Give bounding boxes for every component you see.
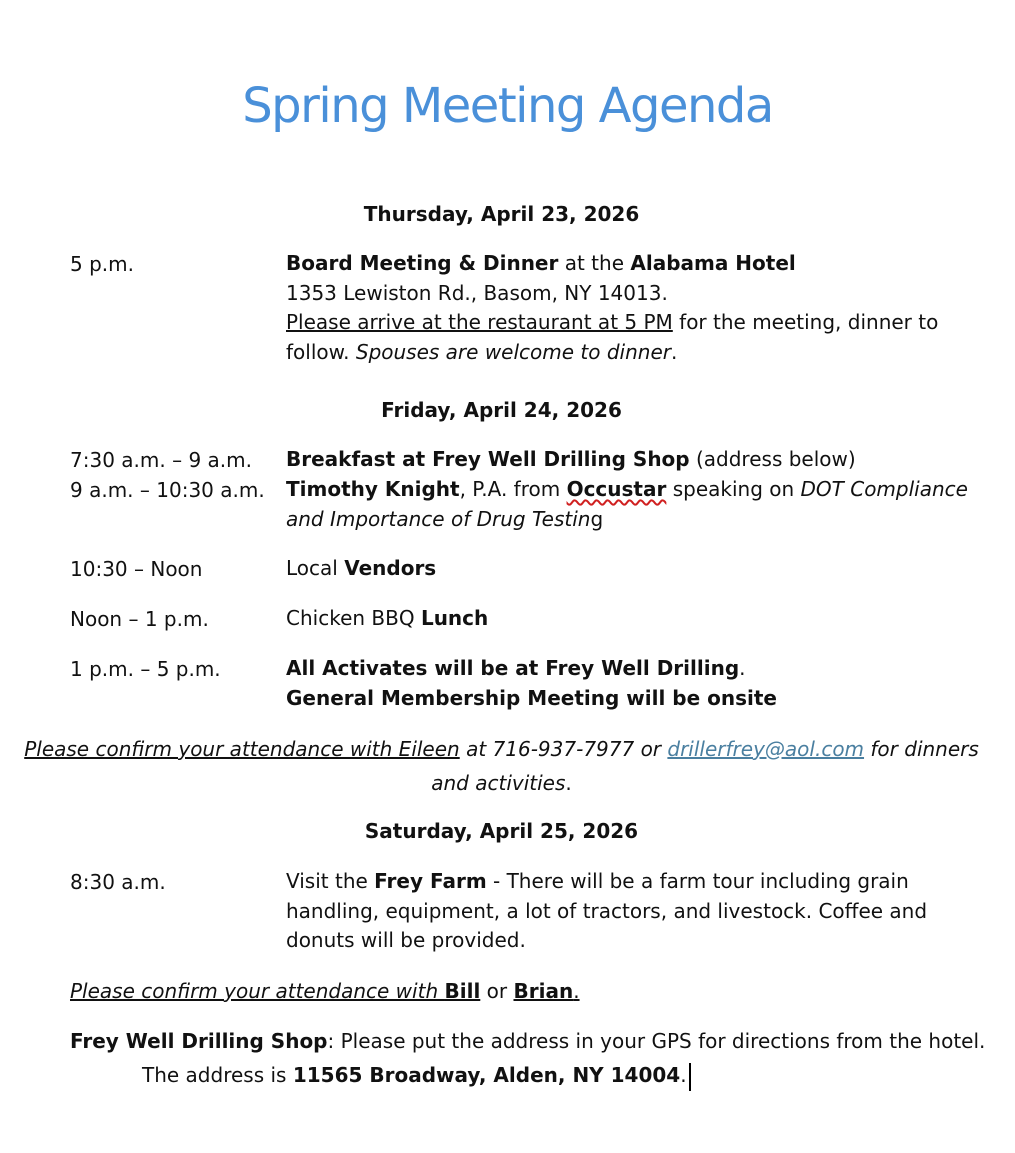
confirm-bill-brian	[70, 979, 580, 1003]
general-meeting-label: General Membership Meeting will be onsite	[286, 685, 777, 710]
confirm-eileen-text: Please confirm your attendance with Eileen	[24, 737, 460, 761]
spouses-note: Spouses are welcome to dinner	[355, 339, 671, 364]
day-heading-saturday: Saturday, April 25, 2026	[364, 819, 639, 843]
day-heading-friday: Friday, April 24, 2026	[381, 398, 622, 422]
text: : Please put the address in your GPS for directions from the hotel.	[327, 1029, 986, 1053]
page-title: Spring Meeting Agenda	[242, 78, 773, 134]
board-dinner-label: Board Meeting & Dinner	[286, 251, 559, 275]
day-heading-thursday: Thursday, April 23, 2026	[363, 202, 640, 226]
text: .	[670, 339, 678, 364]
company-name: Occustar	[566, 477, 667, 501]
hotel-name: Alabama Hotel	[630, 251, 796, 275]
text: for dinners	[864, 737, 979, 761]
text: and activities	[431, 771, 566, 795]
confirm-eileen	[0, 732, 1003, 800]
thursday-board-meeting	[286, 249, 986, 367]
saturday-farm-tour	[286, 867, 986, 956]
text: - There will be a farm tour including grain	[486, 869, 909, 893]
time-breakfast: 7:30 a.m. – 9 a.m.	[70, 448, 252, 472]
text: .	[565, 771, 572, 795]
shop-address-line	[142, 1060, 691, 1091]
topic-part2: and Importance of Drug Testin	[286, 506, 591, 531]
text: at the	[558, 251, 631, 275]
text: g	[590, 506, 604, 531]
friday-activities	[286, 654, 986, 713]
text: .	[573, 979, 580, 1003]
text: .	[739, 656, 746, 680]
text: The address is	[142, 1063, 293, 1087]
time-activities: 1 p.m. – 5 p.m.	[70, 657, 221, 681]
text: Visit the	[286, 869, 375, 893]
text: donuts will be provided.	[286, 928, 526, 952]
text: .	[680, 1063, 687, 1087]
time-farm: 8:30 a.m.	[70, 870, 166, 894]
text: for the meeting, dinner to	[672, 310, 939, 334]
text: or	[480, 979, 514, 1003]
time-speaker: 9 a.m. – 10:30 a.m.	[70, 478, 265, 502]
time-vendors: 10:30 – Noon	[70, 557, 203, 581]
friday-vendors	[286, 554, 986, 584]
text: (address below)	[689, 447, 856, 471]
breakfast-label: Breakfast at Frey Well Drilling Shop	[286, 447, 690, 471]
time-lunch: Noon – 1 p.m.	[70, 607, 209, 631]
text: speaking on	[666, 477, 801, 501]
lunch-label: Lunch	[420, 606, 489, 630]
time-thursday-5pm: 5 p.m.	[70, 252, 134, 276]
text: follow.	[286, 339, 356, 364]
hotel-address: 1353 Lewiston Rd., Basom, NY 14013.	[286, 280, 668, 305]
activities-label: All Activates will be at Frey Well Drilling	[286, 656, 740, 680]
brian-name: Brian	[513, 979, 574, 1003]
speaker-name: Timothy Knight	[286, 477, 460, 501]
arrive-note: Please arrive at the restaurant at 5 PM	[286, 310, 673, 334]
text: Chicken BBQ	[286, 606, 421, 630]
text: handling, equipment, a lot of tractors, and livestock. Coffee and	[286, 898, 928, 923]
farm-name: Frey Farm	[374, 869, 487, 893]
text: Local	[286, 556, 345, 580]
vendors-label: Vendors	[344, 556, 437, 580]
text: at 716-937-7977 or	[459, 737, 668, 761]
shop-name: Frey Well Drilling Shop	[70, 1029, 328, 1053]
email-link[interactable]: drillerfrey@aol.com	[667, 737, 865, 761]
text-cursor	[689, 1063, 691, 1091]
friday-speaker	[286, 475, 986, 534]
bill-name: Bill	[444, 979, 481, 1003]
confirm-bill-text: Please confirm your attendance with	[70, 979, 445, 1003]
friday-breakfast	[286, 445, 986, 475]
shop-directions	[70, 1029, 985, 1053]
shop-address: 11565 Broadway, Alden, NY 14004	[292, 1063, 681, 1087]
topic-part1: DOT Compliance	[800, 477, 968, 501]
text: , P.A. from	[459, 477, 567, 501]
friday-lunch	[286, 604, 986, 634]
